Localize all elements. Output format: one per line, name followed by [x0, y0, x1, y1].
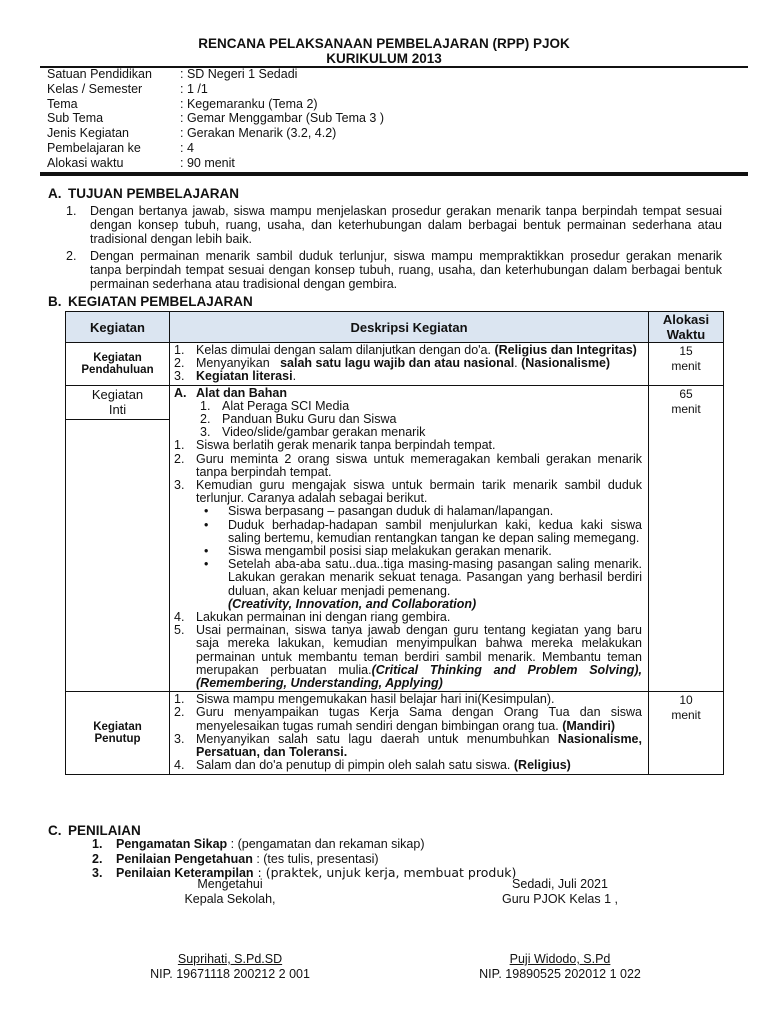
item-number: 1. — [66, 204, 77, 218]
section-letter: C. — [48, 823, 62, 838]
table-header-row — [66, 312, 724, 343]
header-alokasi-line: Waktu — [666, 327, 706, 342]
list-item — [92, 837, 516, 852]
section-title: PENILAIAN — [68, 823, 141, 838]
table-row — [66, 692, 724, 774]
alokasi-unit: menit — [671, 401, 701, 416]
table-row — [66, 343, 724, 386]
info-value: : Kegemaranku (Tema 2) — [180, 96, 318, 111]
alokasi-penutup — [649, 692, 724, 774]
item-text: Usai permainan, siswa tanya jawab dengan guru tentang kegiatan yang baru saja mereka lakukan, kemudian menyimpulkan bahwa mereka melakukan permainan untuk membantu teman berdiri sambil menarik. Membantu teman merupakan perbuatan mulia. — [196, 623, 642, 677]
item-text: Siswa mengambil posisi siap melakukan gerakan menarik. — [228, 544, 552, 559]
item-bold-text: Penilaian Keterampilan — [116, 866, 254, 880]
item-number: 3. — [200, 425, 211, 440]
item-text: Kelas dimulai dengan salam dilanjutkan dengan do'a. — [196, 343, 491, 357]
info-value: : Gemar Menggambar (Sub Tema 3 ) — [180, 111, 385, 126]
item-number: A. — [174, 385, 187, 400]
item-text: Alat Peraga SCI Media — [222, 398, 350, 413]
info-label: Tema — [47, 96, 78, 111]
item-number: 2. — [174, 451, 185, 466]
alokasi-value: 10 — [679, 693, 693, 708]
item-text: Duduk berhadap-hadapan sambil menjulurkan kaki, kedua kaki siswa saling bertemu, kemudian rentangkan tangan ke depan saling memegang. — [228, 517, 642, 545]
item-text: Dengan bertanya jawab, siswa mampu menjelaskan prosedur gerakan menarik tanpa berpindah tempat sesuai dengan konsep tubuh, ruang, usaha, dan keterhubungan dalam berbagai bentuk permainan sederhana atau tradisional dengan lebih baik. — [90, 204, 722, 247]
info-bottom-rule — [40, 172, 748, 176]
item-bold-text: Pengamatan Sikap — [116, 837, 228, 851]
item-number: 3. — [174, 478, 185, 493]
info-value: : Gerakan Menarik (3.2, 4.2) — [180, 126, 337, 141]
section-c-heading — [48, 823, 141, 838]
bullet-item — [174, 519, 642, 545]
item-number: 1. — [174, 438, 185, 453]
item-value-tag: Nasionalisme, Persatuan, dan Toleransi. — [196, 731, 642, 760]
item-number: 1. — [92, 837, 103, 851]
item-value-tag: (Mandiri) — [562, 718, 615, 733]
item-text: . — [514, 356, 518, 371]
item-value-tag: (Nasionalisme) — [521, 356, 611, 371]
item-text: : (tes tulis, presentasi) — [252, 851, 379, 866]
kegiatan-inti — [66, 385, 170, 692]
item-number: 2. — [66, 248, 77, 263]
bullet-icon: • — [204, 544, 209, 559]
item-number: 2. — [174, 705, 185, 720]
item-value-tag: (Religius) — [513, 758, 571, 773]
signature-name: Suprihati, S.Pd.SD — [177, 952, 283, 966]
assessment-list — [92, 837, 516, 881]
info-label: Satuan Pendidikan — [47, 67, 152, 81]
kegiatan-label: Penutup — [94, 732, 141, 745]
deskripsi-inti — [170, 385, 649, 692]
section-a-heading — [48, 186, 239, 201]
item-number: 3. — [92, 866, 103, 880]
item-text: Siswa berpasang – pasangan duduk di halaman/lapangan. — [228, 504, 554, 519]
kegiatan-label: Pendahuluan — [81, 363, 154, 376]
kegiatan-label: Kegiatan — [93, 351, 142, 364]
info-label: Sub Tema — [47, 111, 104, 126]
item-text: Siswa mampu mengemukakan hasil belajar hari ini(Kesimpulan). — [196, 692, 555, 707]
list-item — [174, 759, 642, 772]
alokasi-unit: menit — [671, 359, 701, 373]
list-item — [174, 706, 642, 732]
info-value: : 90 menit — [180, 155, 235, 170]
item-text: Menyanyikan salah satu lagu daerah untuk menumbuhkan — [196, 731, 550, 746]
info-label: Kelas / Semester — [47, 81, 143, 96]
alokasi-unit: menit — [671, 708, 701, 723]
alokasi-value: 65 — [679, 386, 693, 401]
info-value: : 4 — [180, 140, 194, 155]
deskripsi-penutup — [170, 692, 649, 774]
kegiatan-label: Kegiatan — [93, 720, 142, 733]
signature-space — [120, 907, 340, 952]
kegiatan-label: Inti — [108, 401, 127, 417]
objectives-list — [66, 204, 722, 293]
item-text: Salam dan do'a penutup di pimpin oleh salah satu siswa. — [196, 758, 511, 773]
item-text: . — [292, 369, 297, 384]
list-item — [174, 370, 642, 383]
signature-place-date: Sedadi, Juli 2021 — [512, 877, 608, 891]
signature-left — [120, 877, 340, 982]
item-text: : (pengamatan dan rekaman sikap) — [227, 837, 425, 851]
info-label: Alokasi waktu — [47, 155, 124, 170]
header-deskripsi: Deskripsi Kegiatan — [170, 312, 649, 343]
item-bold-text: Kegiatan literasi — [196, 369, 293, 384]
item-text: Video/slide/gambar gerakan menarik — [222, 425, 426, 440]
list-item — [174, 733, 642, 759]
info-label: Pembelajaran ke — [47, 140, 141, 155]
signature-role: Kepala Sekolah, — [184, 892, 276, 906]
section-title: KEGIATAN PEMBELAJARAN — [68, 294, 253, 309]
item-number: 3. — [174, 731, 185, 746]
signature-right — [445, 877, 675, 982]
item-number: 1. — [174, 692, 185, 707]
item-number: 5. — [174, 623, 185, 638]
item-number: 2. — [200, 412, 211, 427]
section-title: TUJUAN PEMBELAJARAN — [68, 186, 240, 201]
item-text: : (praktek, unjuk kerja, membuat produk) — [253, 865, 517, 880]
signature-nip: NIP. 19671118 200212 2 001 — [150, 967, 310, 981]
header-kegiatan: Kegiatan — [66, 312, 170, 343]
alokasi-pendahuluan — [649, 343, 724, 386]
bullet-icon: • — [204, 517, 209, 532]
list-item — [66, 204, 722, 247]
item-number: 2. — [174, 356, 185, 371]
item-number: 3. — [174, 369, 185, 384]
list-item — [174, 479, 642, 505]
list-item — [174, 624, 642, 690]
signature-caption: Mengetahui — [197, 877, 263, 891]
item-number: 2. — [92, 851, 103, 866]
table-row — [66, 385, 724, 692]
item-value-tag: (Religius dan Integritas) — [494, 343, 637, 357]
item-number: 4. — [174, 610, 185, 625]
kegiatan-penutup — [66, 692, 170, 774]
item-text: Panduan Buku Guru dan Siswa — [222, 412, 397, 427]
info-value: : 1 /1 — [180, 81, 208, 96]
signature-role: Guru PJOK Kelas 1 , — [501, 892, 619, 906]
header-alokasi-line: Alokasi — [662, 312, 710, 327]
item-bold-text: salah satu lagu wajib dan atau nasional — [280, 356, 515, 371]
header-alokasi — [649, 312, 724, 343]
info-value: : SD Negeri 1 Sedadi — [180, 67, 298, 81]
signature-name: Puji Widodo, S.Pd — [509, 952, 611, 966]
bullet-icon: • — [204, 504, 209, 519]
section-letter: B. — [48, 294, 62, 309]
item-number: 1. — [200, 398, 211, 413]
bullet-item — [174, 558, 642, 598]
list-item — [174, 453, 642, 479]
item-value-tag: (Creativity, Innovation, and Collaboration) — [228, 596, 477, 611]
document-title: RENCANA PELAKSANAAN PEMBELAJARAN (RPP) PJOK — [198, 36, 570, 51]
item-text: Menyanyikan — [196, 356, 270, 371]
kegiatan-pendahuluan — [66, 343, 170, 386]
item-number: 4. — [174, 758, 185, 773]
item-text: Setelah aba-aba satu..dua..tiga masing-masing pasangan saling menarik. Lakukan gerakan menarik sekuat tenaga. Pasangan yang berhasil berdiri duluan, akan keluar menjadi pemenang. — [228, 557, 642, 598]
activity-table — [65, 311, 724, 775]
item-text: Siswa berlatih gerak menarik tanpa berpindah tempat. — [196, 438, 496, 453]
alokasi-value: 15 — [679, 344, 693, 358]
alokasi-inti — [649, 385, 724, 692]
list-item — [92, 852, 516, 867]
item-value-tag: (Critical Thinking and Problem Solving), (Remembering, Understanding, Applying) — [196, 662, 642, 691]
item-number: 1. — [174, 343, 185, 357]
item-text: Kemudian guru mengajak siswa untuk bermain tarik menarik sambil duduk terlunjur. Caranya adalah sebagai berikut. — [196, 478, 642, 506]
info-label: Jenis Kegiatan — [47, 126, 130, 141]
section-letter: A. — [48, 186, 62, 201]
kegiatan-label: Kegiatan — [91, 386, 144, 402]
signature-space — [445, 907, 675, 952]
item-text: Lakukan permainan ini dengan riang gembira. — [196, 610, 451, 625]
item-bold-text: Alat dan Bahan — [196, 385, 287, 400]
document-subtitle: KURIKULUM 2013 — [326, 51, 442, 66]
deskripsi-pendahuluan — [170, 343, 649, 386]
list-item — [66, 249, 722, 292]
kegiatan-inti-label-box — [66, 386, 169, 420]
bullet-icon: • — [204, 557, 209, 572]
item-text: Dengan permainan menarik sambil duduk terlunjur, siswa mampu mempraktikkan prosedur gerakan menarik tanpa berpindah tempat sesuai dengan konsep tubuh, ruang, usaha, dan keterhubungan dalam berbagai bentuk permainan sederhana atau tradisional dengan gembira. — [90, 248, 722, 292]
item-text: Guru menyampaikan tugas Kerja Sama dengan Orang Tua dan siswa menyelesaikan tugas rumah sendiri dengan bimbingan orang tua. — [196, 705, 642, 733]
section-b-heading — [48, 294, 253, 309]
item-text: Guru meminta 2 orang siswa untuk memeragakan kembali gerakan menarik tanpa berpindah tempat. — [196, 451, 642, 479]
signature-nip: NIP. 19890525 202012 1 022 — [479, 967, 641, 981]
item-bold-text: Penilaian Pengetahuan — [116, 851, 253, 866]
